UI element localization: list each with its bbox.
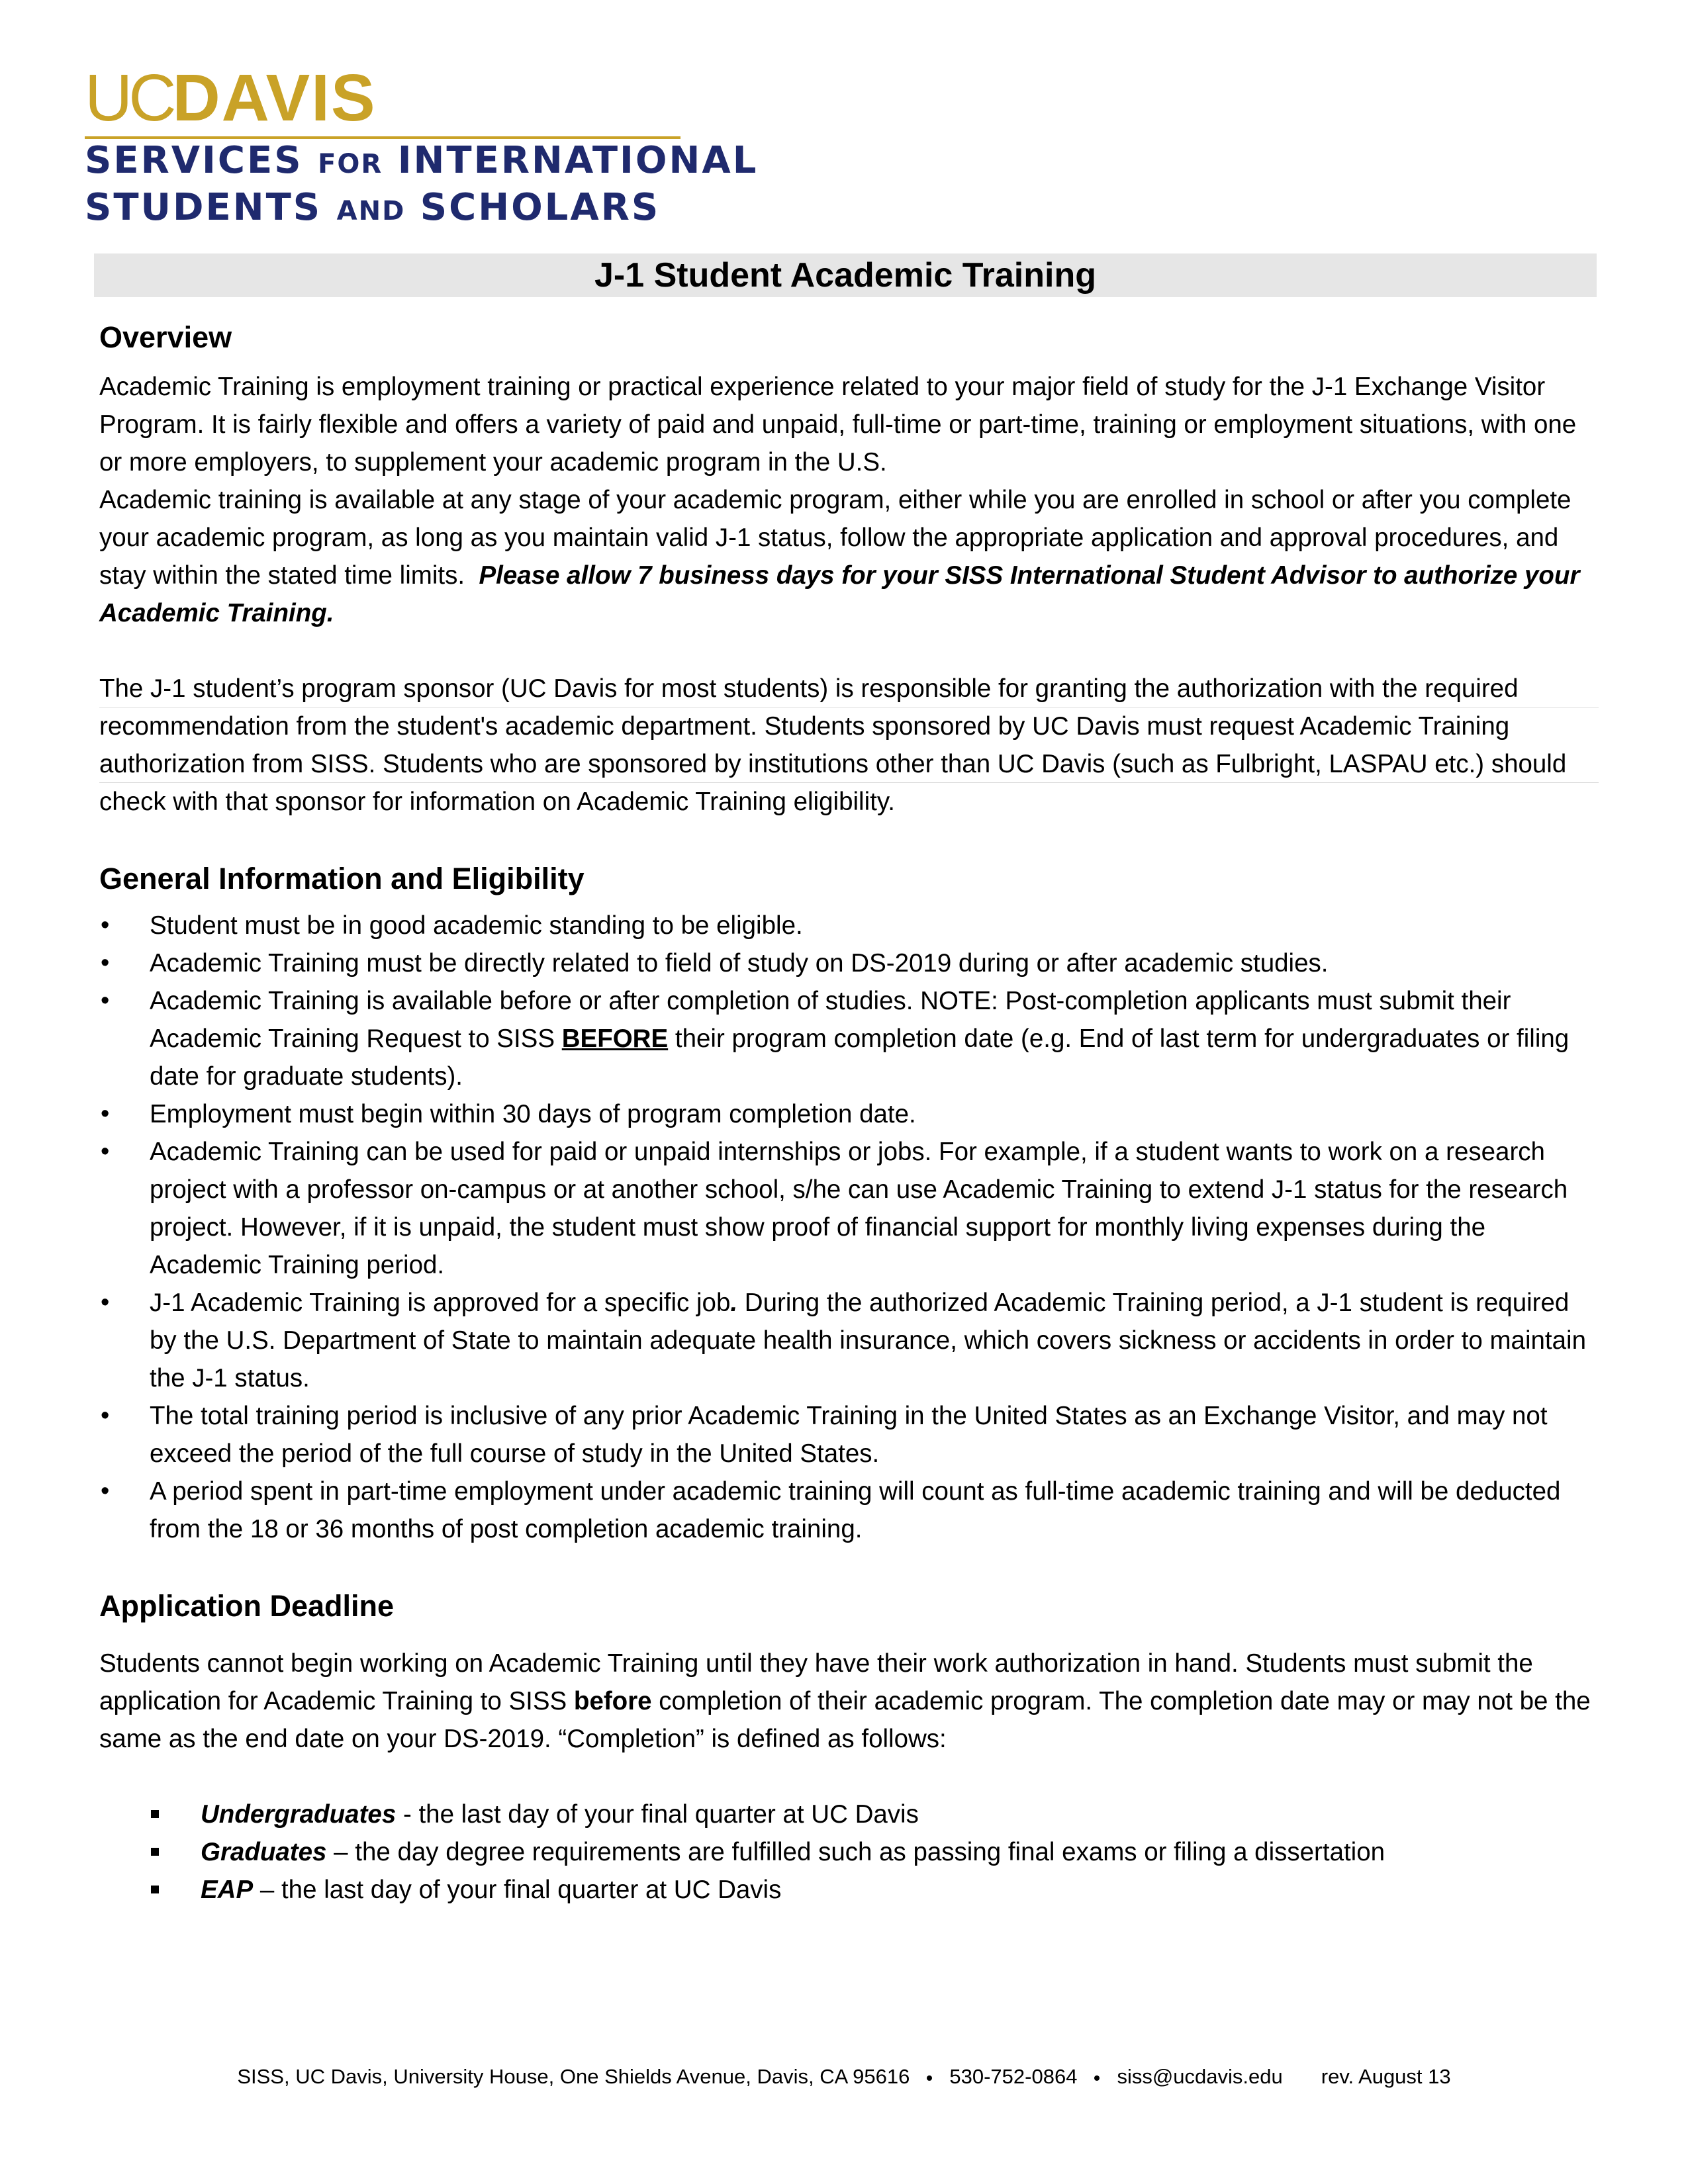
page-footer	[0, 2064, 1688, 2090]
general-info-heading: General Information and Eligibility	[99, 862, 585, 895]
logo-davis: DAVIS	[172, 61, 377, 135]
sponsor-section	[99, 670, 1599, 821]
list-item: • Academic Training must be directly related to field of study on DS-2019 during or after academic studies.	[99, 944, 1599, 982]
deadline-text: Students cannot begin working on Academic Training until they have their work authorization in hand. Students must submit the application for Academic Training to SISS	[99, 1649, 1533, 1715]
list-item: • Student must be in good academic standing to be eligible.	[99, 907, 1599, 944]
logo-for: FOR	[318, 149, 383, 179]
ucdavis-siss-logo	[85, 61, 759, 233]
overview-paragraph-2	[99, 481, 1599, 632]
before-bold: before	[573, 1687, 652, 1715]
logo-international: INTERNATIONAL	[397, 139, 759, 182]
list-item-period: .	[730, 1289, 738, 1317]
faint-rule-2	[99, 782, 1599, 783]
eligibility-list	[99, 907, 1599, 1548]
definition-text: – the day degree requirements are fulfilled such as passing final exams or filing a dissertation	[326, 1838, 1385, 1866]
footer-address: SISS, UC Davis, University House, One Shields Avenue, Davis, CA 95616	[237, 2065, 910, 2088]
logo-students: STUDENTS	[85, 186, 322, 229]
definition-term: Graduates	[201, 1838, 327, 1866]
overview-heading: Overview	[99, 320, 232, 354]
overview-paragraph-2-text: Academic training is available at any stage of your academic program, either while you are enrolled in school or after you complete your academic program, as long as you maintain valid J-1 status, follow the appropriate application and approval procedures, and stay within the stated time limits.	[99, 486, 1571, 590]
paragraph-gap	[99, 632, 1599, 670]
footer-separator-dot	[927, 2075, 932, 2081]
list-item	[99, 1796, 1599, 1833]
footer-separator-dot	[1094, 2075, 1100, 2081]
definition-term: EAP	[201, 1876, 254, 1904]
list-item: • A period spent in part-time employment under academic training will count as full-time academic training and will be deducted from the 18 or 36 months of post completion academic training.	[99, 1473, 1599, 1548]
title-bar	[94, 253, 1597, 297]
logo-scholars: SCHOLARS	[420, 186, 661, 229]
application-deadline-heading: Application Deadline	[99, 1589, 395, 1623]
list-item-text: their program completion date (e.g. End of last term for undergraduates or filing date for graduate students).	[150, 1024, 1570, 1091]
footer-phone: 530-752-0864	[949, 2065, 1078, 2088]
list-item: • The total training period is inclusive of any prior Academic Training in the United States as an Exchange Visitor, and may not exceed the period of the full course of study in the United States.	[99, 1397, 1599, 1473]
logo-line-2	[85, 186, 680, 233]
list-item: • Employment must begin within 30 days of program completion date.	[99, 1095, 1599, 1133]
footer-revision: rev. August 13	[1321, 2065, 1451, 2088]
list-item	[99, 1284, 1599, 1397]
definition-text: - the last day of your final quarter at UC Davis	[396, 1800, 919, 1829]
before-emphasis: BEFORE	[561, 1024, 669, 1053]
document-body	[99, 318, 1599, 1909]
list-item: • Academic Training can be used for paid or unpaid internships or jobs. For example, if a student wants to work on a research project with a professor on-campus or at another school, s/he can use Academic Training to extend J-1 status for the research project. However, if it is unpaid, the student must show proof of financial support for monthly living expenses during the Academic Training period.	[99, 1133, 1599, 1284]
list-item-text: Academic Training is available before or after completion of studies. NOTE: Post-completion applicants must submit their Academic Training Request to SISS	[150, 987, 1511, 1053]
footer-email: siss@ucdavis.edu	[1117, 2065, 1283, 2088]
overview-paragraph-1: Academic Training is employment training or practical experience related to your major field of study for the J-1 Exchange Visitor Program. It is fairly flexible and offers a variety of paid and unpaid, full-time or part-time, training or employment situations, with one or more employers, to supplement your academic program in the U.S.	[99, 373, 1577, 477]
document-title: J-1 Student Academic Training	[594, 256, 1096, 295]
logo-wordmark	[85, 61, 680, 135]
overview-paragraph-3: The J-1 student’s program sponsor (UC Davis for most students) is responsible for granting the authorization with the required recommendation from the student's academic department. Students sponsored by UC Davis must request Academic Training authorization from SISS. Students who are sponsored by institutions other than UC Davis (such as Fulbright, LASPAU etc.) should check with that sponsor for information on Academic Training eligibility.	[99, 674, 1567, 816]
deadline-paragraph	[99, 1645, 1599, 1758]
list-item	[99, 1833, 1599, 1871]
deadline-text: completion of their academic program. The completion date may or may not be the same as the end date on your DS-2019. “Completion” is defined as follows:	[99, 1687, 1591, 1753]
logo-and: AND	[336, 196, 406, 226]
list-item	[99, 982, 1599, 1095]
definition-term: Undergraduates	[201, 1800, 397, 1829]
list-item	[99, 1871, 1599, 1909]
logo-services: SERVICES	[85, 139, 303, 182]
business-days-notice: Please allow 7 business days for your SISS International Student Advisor to authorize your Academic Training.	[99, 561, 1580, 627]
list-item-text: J-1 Academic Training is approved for a specific job	[150, 1289, 731, 1317]
list-item-text: During the authorized Academic Training period, a J-1 student is required by the U.S. Department of State to maintain adequate health insurance, which covers sickness or accidents in order to maintain the J-1 status.	[150, 1289, 1586, 1392]
definition-text: – the last day of your final quarter at UC Davis	[253, 1876, 782, 1904]
logo-line-1	[85, 139, 759, 186]
completion-definitions-list	[99, 1796, 1599, 1909]
logo-uc: UC	[85, 61, 173, 135]
